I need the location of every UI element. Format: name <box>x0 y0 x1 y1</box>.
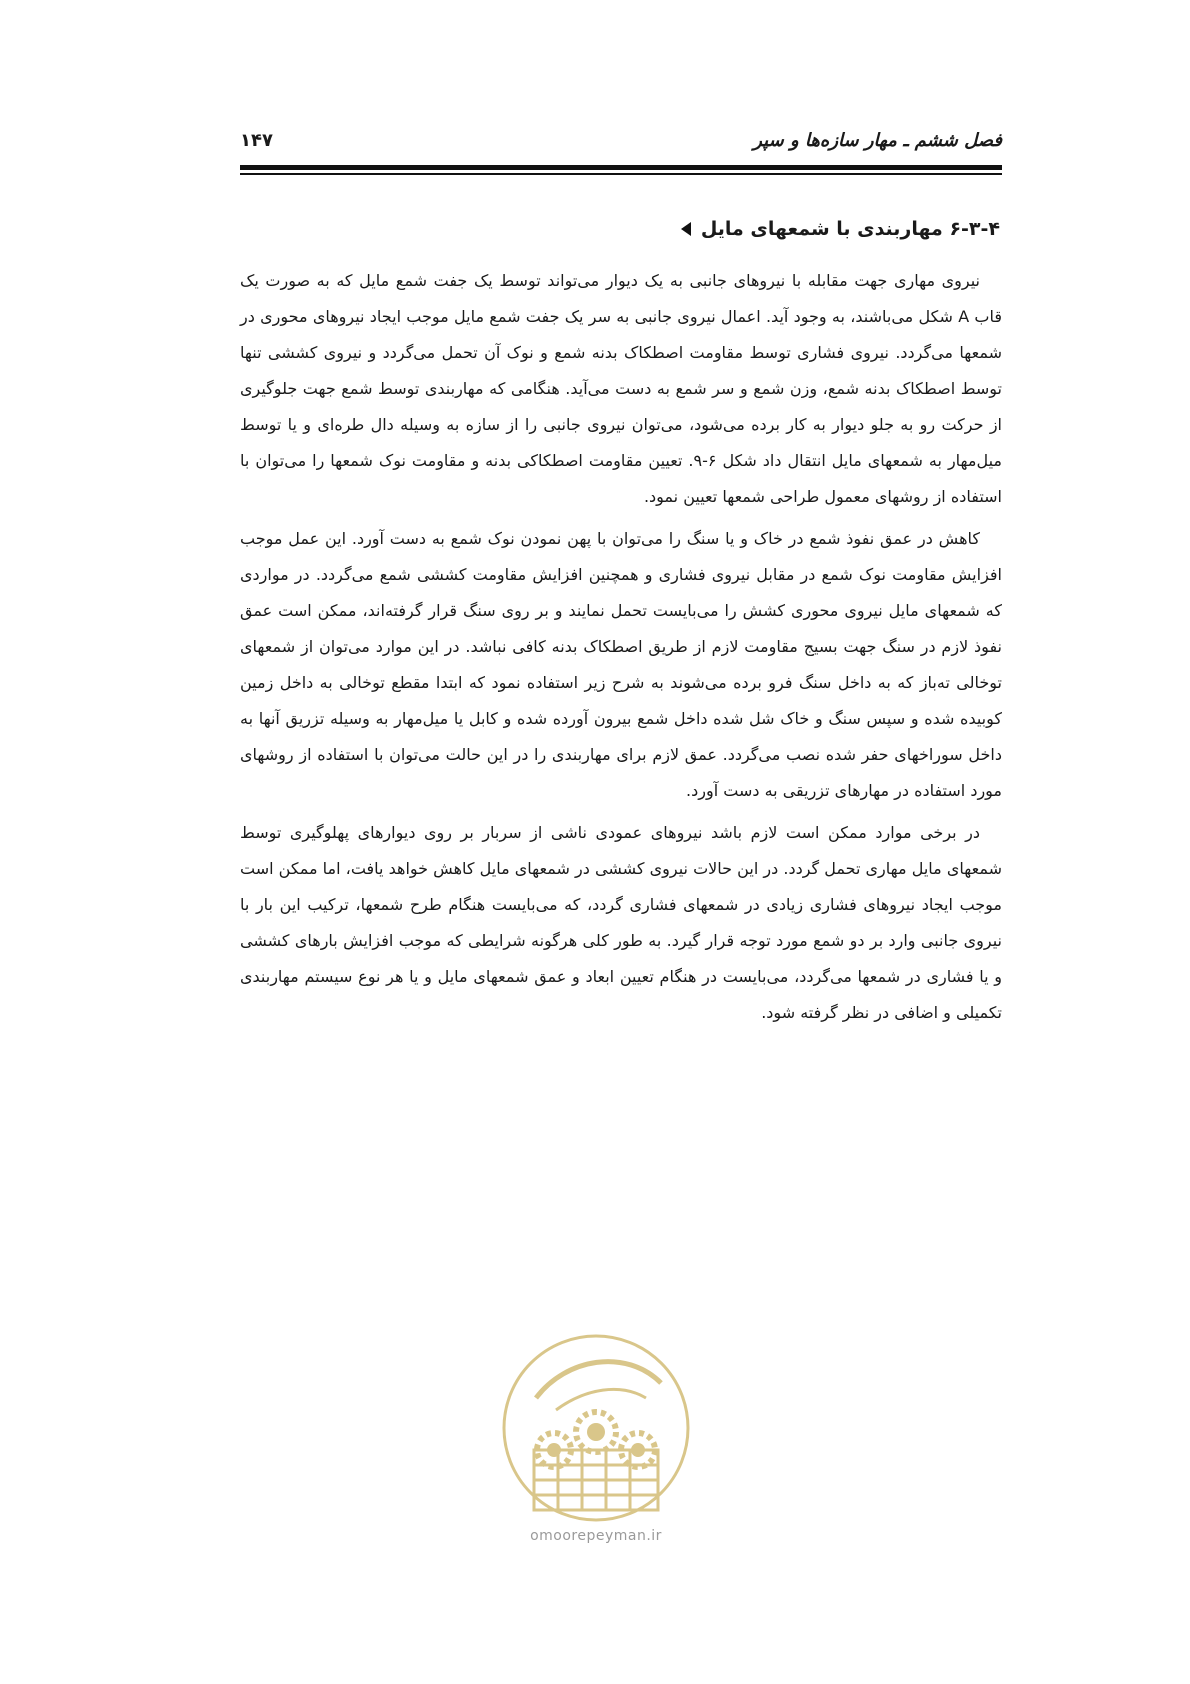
header-rule-thin <box>240 173 1002 175</box>
page-header <box>240 130 1002 160</box>
section-heading <box>681 218 1000 240</box>
page-number: ۱۴۷ <box>240 130 273 151</box>
watermark-logo <box>496 1328 696 1548</box>
omoorepeyman-logo-icon <box>496 1328 696 1528</box>
chapter-title: فصل ششم ـ مهار سازه‌ها و سپر <box>753 130 1002 151</box>
paragraph-3: در برخی موارد ممکن است لازم باشد نیروهای عمودی ناشی از سربار بر روی دیوارهای پهلوگیری توسط شمعهای مایل مهاری تحمل گردد. در این حالات نیروی کششی در شمعهای مایل کاهش خواهد یافت، اما ممکن است موجب ایجاد نیروهای فشاری زیادی در شمعهای فشاری گردد، که می‌بایست هنگام طرح شمعها، ترکیب این بار با نیروی جانبی وارد بر دو شمع مورد توجه قرار گیرد. به طور کلی هرگونه شرایطی که موجب افزایش بارهای کششی و یا فشاری در شمعها می‌گردد، می‌بایست در هنگام تعیین ابعاد و عمق شمعهای مایل و یا هر نوع سیستم مهاربندی تکمیلی و اضافی در نظر گرفته شود. <box>240 823 1002 1022</box>
header-rule-thick <box>240 165 1002 170</box>
paragraph-1: نیروی مهاری جهت مقابله با نیروهای جانبی به یک دیوار می‌تواند توسط یک جفت شمع مایل که به صورت یک قاب A شکل می‌باشند، به وجود آید. اعمال نیروی جانبی به سر یک جفت شمع مایل موجب ایجاد نیروهای محوری در شمعها می‌گردد. نیروی فشاری توسط مقاومت اصطکاک بدنه شمع و نوک آن تحمل می‌گردد و نیروی کششی تنها توسط اصطکاک بدنه شمع، وزن شمع و سر شمع به دست می‌آید. هنگامی که مهاربندی توسط شمع جهت جلوگیری از حرکت رو به جلو دیوار به کار برده می‌شود، می‌توان نیروی جانبی را از سازه به وسیله دال طره‌ای و یا توسط میل‌مهار به شمعهای مایل انتقال داد شکل ۶-۹. تعیین مقاومت اصطکاکی بدنه و مقاومت نوک شمعها را می‌توان با استفاده از روشهای معمول طراحی شمعها تعیین نمود. <box>240 271 1003 506</box>
triangle-bullet-icon <box>681 222 691 236</box>
paragraph-2: کاهش در عمق نفوذ شمع در خاک و یا سنگ را می‌توان با پهن نمودن نوک شمع به دست آورد. این عمل موجب افزایش مقاومت نوک شمع در مقابل نیروی فشاری و همچنین افزایش مقاومت کششی شمع می‌گردد. در مواردی که شمعهای مایل نیروی محوری کشش را می‌بایست تحمل نمایند و بر روی سنگ قرار گرفته‌اند، ممکن است عمق نفوذ لازم در سنگ جهت بسیج مقاومت لازم از طریق اصطکاک بدنه کافی نباشد. در این موارد می‌توان از شمعهای توخالی ته‌باز که به داخل سنگ فرو برده می‌شوند به شرح زیر استفاده نمود که ابتدا مقطع توخالی به داخل زمین کوبیده شده و سپس سنگ و خاک شل شده داخل شمع بیرون آورده شده و کابل یا میل‌مهار به وسیله تزریق آنها به داخل سوراخهای حفر شده نصب می‌گردد. عمق لازم برای مهاربندی را در این حالت می‌توان با استفاده از روشهای مورد استفاده در مهارهای تزریقی به دست آورد. <box>240 529 1002 800</box>
watermark-url: omoorepeyman.ir <box>530 1528 662 1544</box>
body-text <box>240 263 1002 1037</box>
section-heading-text: ۶-۳-۴ مهاربندی با شمعهای مایل <box>700 218 1000 240</box>
